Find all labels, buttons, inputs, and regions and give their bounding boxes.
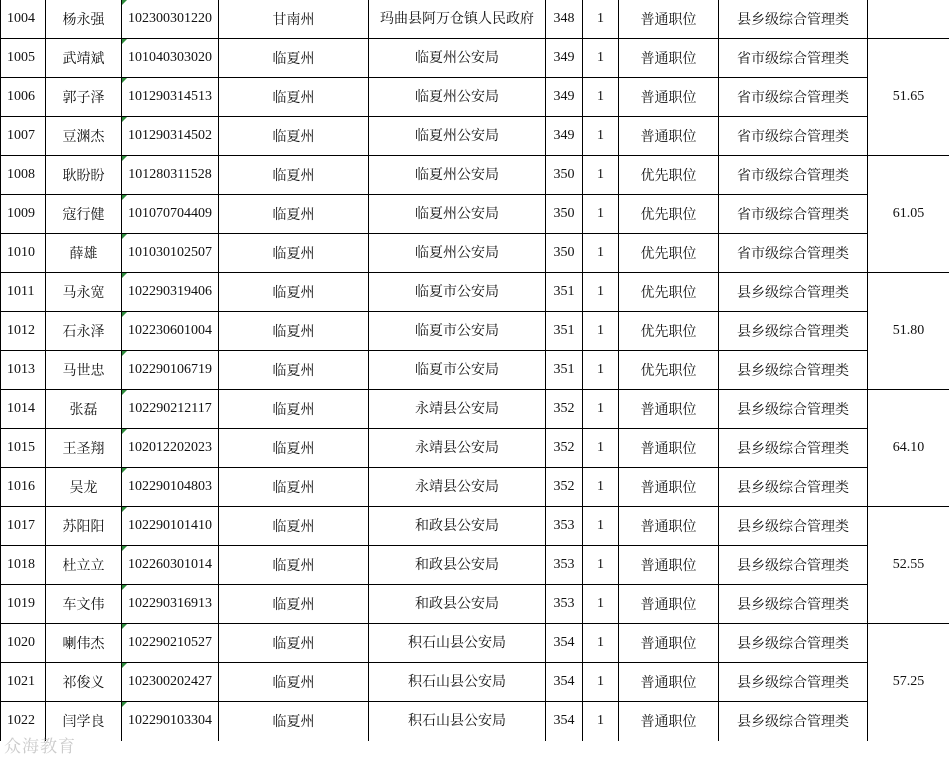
table-row [1, 585, 949, 624]
cell-hire-count: 1 [583, 0, 619, 39]
cell-exam-category: 县乡级综合管理类 [719, 507, 868, 546]
cell-ticket-number: 102290319406 [122, 273, 219, 312]
cell-position-type: 优先职位 [619, 273, 719, 312]
cell-exam-category: 县乡级综合管理类 [719, 429, 868, 468]
cell-ticket-number: 101290314502 [122, 117, 219, 156]
cell-name: 马世忠 [46, 351, 122, 390]
cell-cutoff-score: 61.05 [868, 195, 949, 234]
cell-position-type: 普通职位 [619, 429, 719, 468]
cell-position-type: 普通职位 [619, 546, 719, 585]
cell-region: 临夏州 [219, 39, 369, 78]
table-row [1, 39, 949, 78]
cell-position-code: 349 [546, 78, 583, 117]
cell-position-code: 348 [546, 0, 583, 39]
table-row [1, 78, 949, 117]
cell-position-code: 349 [546, 117, 583, 156]
cell-region: 临夏州 [219, 390, 369, 429]
cell-index: 1004 [1, 0, 46, 39]
cell-exam-category: 县乡级综合管理类 [719, 702, 868, 741]
table-row [1, 624, 949, 663]
cell-position-type: 优先职位 [619, 156, 719, 195]
table-row [1, 468, 949, 507]
table-row [1, 351, 949, 390]
cell-unit: 玛曲县阿万仓镇人民政府 [369, 0, 546, 39]
cell-exam-category: 省市级综合管理类 [719, 117, 868, 156]
cell-region: 临夏州 [219, 234, 369, 273]
cell-position-code: 351 [546, 273, 583, 312]
cell-region: 临夏州 [219, 546, 369, 585]
cell-index: 1021 [1, 663, 46, 702]
cell-cutoff-score [868, 507, 949, 546]
cell-index: 1019 [1, 585, 46, 624]
cell-cutoff-score: 51.65 [868, 78, 949, 117]
cell-name: 马永宽 [46, 273, 122, 312]
cell-cutoff-score [868, 702, 949, 741]
cell-region: 临夏州 [219, 195, 369, 234]
cell-position-type: 优先职位 [619, 312, 719, 351]
cell-region: 甘南州 [219, 0, 369, 39]
cell-unit: 永靖县公安局 [369, 429, 546, 468]
cell-name: 张磊 [46, 390, 122, 429]
cell-position-type: 普通职位 [619, 585, 719, 624]
cell-cutoff-score: 64.10 [868, 429, 949, 468]
cell-region: 临夏州 [219, 507, 369, 546]
cell-unit: 积石山县公安局 [369, 663, 546, 702]
cell-index: 1016 [1, 468, 46, 507]
cell-unit: 积石山县公安局 [369, 624, 546, 663]
cell-position-type: 优先职位 [619, 195, 719, 234]
cell-position-type: 普通职位 [619, 663, 719, 702]
cell-hire-count: 1 [583, 156, 619, 195]
cell-cutoff-score [868, 156, 949, 195]
cell-exam-category: 县乡级综合管理类 [719, 546, 868, 585]
cell-cutoff-score [868, 468, 949, 507]
cell-ticket-number: 102260301014 [122, 546, 219, 585]
cell-cutoff-score [868, 585, 949, 624]
cell-ticket-number: 102290101410 [122, 507, 219, 546]
table-row [1, 546, 949, 585]
cell-region: 临夏州 [219, 468, 369, 507]
cell-ticket-number: 102290210527 [122, 624, 219, 663]
cell-cutoff-score [868, 624, 949, 663]
cell-exam-category: 县乡级综合管理类 [719, 351, 868, 390]
cell-cutoff-score: 52.55 [868, 546, 949, 585]
cell-region: 临夏州 [219, 156, 369, 195]
cell-position-type: 优先职位 [619, 234, 719, 273]
cell-position-type: 普通职位 [619, 117, 719, 156]
cell-hire-count: 1 [583, 702, 619, 741]
cell-name: 王圣翔 [46, 429, 122, 468]
cell-position-code: 354 [546, 663, 583, 702]
cell-index: 1010 [1, 234, 46, 273]
cell-hire-count: 1 [583, 624, 619, 663]
cell-hire-count: 1 [583, 351, 619, 390]
cell-unit: 积石山县公安局 [369, 702, 546, 741]
cell-name: 耿盼盼 [46, 156, 122, 195]
cell-ticket-number: 102300202427 [122, 663, 219, 702]
table-row [1, 507, 949, 546]
cell-index: 1022 [1, 702, 46, 741]
cell-name: 寇行健 [46, 195, 122, 234]
cell-hire-count: 1 [583, 312, 619, 351]
cell-region: 临夏州 [219, 624, 369, 663]
cell-position-type: 普通职位 [619, 507, 719, 546]
cell-position-type: 普通职位 [619, 702, 719, 741]
cell-exam-category: 县乡级综合管理类 [719, 624, 868, 663]
cell-exam-category: 县乡级综合管理类 [719, 390, 868, 429]
cell-cutoff-score [868, 117, 949, 156]
cell-ticket-number: 102290104803 [122, 468, 219, 507]
table-row [1, 117, 949, 156]
cell-exam-category: 县乡级综合管理类 [719, 273, 868, 312]
cell-region: 临夏州 [219, 78, 369, 117]
table-row [1, 702, 949, 741]
table-row [1, 429, 949, 468]
cell-cutoff-score [868, 39, 949, 78]
cell-position-code: 353 [546, 585, 583, 624]
cell-unit: 临夏市公安局 [369, 312, 546, 351]
cell-ticket-number: 102290106719 [122, 351, 219, 390]
cell-ticket-number: 102230601004 [122, 312, 219, 351]
cell-unit: 临夏州公安局 [369, 195, 546, 234]
cell-cutoff-score: 51.80 [868, 312, 949, 351]
cell-name: 闫学良 [46, 702, 122, 741]
cell-position-type: 普通职位 [619, 0, 719, 39]
cell-hire-count: 1 [583, 117, 619, 156]
cell-unit: 和政县公安局 [369, 546, 546, 585]
cell-hire-count: 1 [583, 195, 619, 234]
cell-hire-count: 1 [583, 78, 619, 117]
cell-region: 临夏州 [219, 429, 369, 468]
cell-unit: 永靖县公安局 [369, 468, 546, 507]
cell-exam-category: 省市级综合管理类 [719, 195, 868, 234]
cell-unit: 临夏市公安局 [369, 273, 546, 312]
cell-name: 豆渊杰 [46, 117, 122, 156]
cell-index: 1012 [1, 312, 46, 351]
cell-position-type: 普通职位 [619, 624, 719, 663]
cell-exam-category: 省市级综合管理类 [719, 78, 868, 117]
cell-index: 1014 [1, 390, 46, 429]
table-body [1, 0, 949, 741]
cell-cutoff-score [868, 234, 949, 273]
cell-hire-count: 1 [583, 273, 619, 312]
cell-hire-count: 1 [583, 663, 619, 702]
cell-hire-count: 1 [583, 546, 619, 585]
cell-position-type: 普通职位 [619, 468, 719, 507]
cell-exam-category: 县乡级综合管理类 [719, 312, 868, 351]
cell-hire-count: 1 [583, 507, 619, 546]
cell-index: 1018 [1, 546, 46, 585]
cell-cutoff-score [868, 351, 949, 390]
cell-ticket-number: 102012202023 [122, 429, 219, 468]
cell-unit: 临夏州公安局 [369, 117, 546, 156]
cell-cutoff-score [868, 0, 949, 39]
cell-position-code: 350 [546, 156, 583, 195]
cell-name: 祁俊义 [46, 663, 122, 702]
cell-index: 1009 [1, 195, 46, 234]
cell-index: 1013 [1, 351, 46, 390]
table-row [1, 156, 949, 195]
cell-hire-count: 1 [583, 390, 619, 429]
cell-position-code: 354 [546, 624, 583, 663]
cell-index: 1020 [1, 624, 46, 663]
cell-index: 1008 [1, 156, 46, 195]
cell-unit: 和政县公安局 [369, 585, 546, 624]
cell-hire-count: 1 [583, 39, 619, 78]
cell-cutoff-score: 57.25 [868, 663, 949, 702]
cell-hire-count: 1 [583, 468, 619, 507]
watermark-logo: 众海教育 [4, 737, 76, 757]
cell-position-type: 普通职位 [619, 78, 719, 117]
cell-hire-count: 1 [583, 234, 619, 273]
cell-exam-category: 县乡级综合管理类 [719, 0, 868, 39]
cell-region: 临夏州 [219, 663, 369, 702]
cell-position-code: 354 [546, 702, 583, 741]
table-row [1, 663, 949, 702]
cell-name: 杜立立 [46, 546, 122, 585]
cell-position-code: 351 [546, 312, 583, 351]
cell-ticket-number: 102290103304 [122, 702, 219, 741]
cell-name: 薛雄 [46, 234, 122, 273]
cell-ticket-number: 102290316913 [122, 585, 219, 624]
cell-region: 临夏州 [219, 273, 369, 312]
cell-region: 临夏州 [219, 702, 369, 741]
cell-ticket-number: 101070704409 [122, 195, 219, 234]
cell-exam-category: 县乡级综合管理类 [719, 468, 868, 507]
cell-unit: 临夏州公安局 [369, 78, 546, 117]
cell-cutoff-score [868, 273, 949, 312]
cell-ticket-number: 101280311528 [122, 156, 219, 195]
cell-ticket-number: 102300301220 [122, 0, 219, 39]
cell-unit: 临夏市公安局 [369, 351, 546, 390]
cell-hire-count: 1 [583, 585, 619, 624]
cell-position-code: 353 [546, 546, 583, 585]
cell-unit: 临夏州公安局 [369, 39, 546, 78]
cell-index: 1007 [1, 117, 46, 156]
cell-cutoff-score [868, 390, 949, 429]
cell-ticket-number: 102290212117 [122, 390, 219, 429]
cell-exam-category: 省市级综合管理类 [719, 39, 868, 78]
cell-name: 吴龙 [46, 468, 122, 507]
cell-region: 临夏州 [219, 351, 369, 390]
cell-name: 石永泽 [46, 312, 122, 351]
cell-exam-category: 县乡级综合管理类 [719, 663, 868, 702]
cell-unit: 临夏州公安局 [369, 234, 546, 273]
cell-name: 苏阳阳 [46, 507, 122, 546]
cell-index: 1006 [1, 78, 46, 117]
table-row [1, 312, 949, 351]
cell-unit: 临夏州公安局 [369, 156, 546, 195]
cell-position-code: 352 [546, 390, 583, 429]
table-row [1, 234, 949, 273]
cell-unit: 和政县公安局 [369, 507, 546, 546]
cell-exam-category: 省市级综合管理类 [719, 156, 868, 195]
cell-exam-category: 县乡级综合管理类 [719, 585, 868, 624]
cell-exam-category: 省市级综合管理类 [719, 234, 868, 273]
table-row [1, 0, 949, 39]
cell-position-code: 349 [546, 39, 583, 78]
cell-position-code: 351 [546, 351, 583, 390]
table-row [1, 195, 949, 234]
cell-index: 1015 [1, 429, 46, 468]
cell-position-code: 350 [546, 195, 583, 234]
cell-hire-count: 1 [583, 429, 619, 468]
cell-name: 喇伟杰 [46, 624, 122, 663]
cell-name: 武靖斌 [46, 39, 122, 78]
cell-ticket-number: 101030102507 [122, 234, 219, 273]
cell-position-type: 优先职位 [619, 351, 719, 390]
cell-position-type: 普通职位 [619, 390, 719, 429]
cell-index: 1017 [1, 507, 46, 546]
cell-region: 临夏州 [219, 585, 369, 624]
cell-position-code: 350 [546, 234, 583, 273]
cell-position-type: 普通职位 [619, 39, 719, 78]
cell-name: 杨永强 [46, 0, 122, 39]
cell-ticket-number: 101040303020 [122, 39, 219, 78]
cell-unit: 永靖县公安局 [369, 390, 546, 429]
cell-region: 临夏州 [219, 312, 369, 351]
cell-index: 1011 [1, 273, 46, 312]
table-row [1, 273, 949, 312]
cell-region: 临夏州 [219, 117, 369, 156]
cell-ticket-number: 101290314513 [122, 78, 219, 117]
cell-position-code: 352 [546, 468, 583, 507]
cell-index: 1005 [1, 39, 46, 78]
cell-position-code: 352 [546, 429, 583, 468]
cell-position-code: 353 [546, 507, 583, 546]
table-row [1, 390, 949, 429]
cell-name: 车文伟 [46, 585, 122, 624]
cell-name: 郭子泽 [46, 78, 122, 117]
